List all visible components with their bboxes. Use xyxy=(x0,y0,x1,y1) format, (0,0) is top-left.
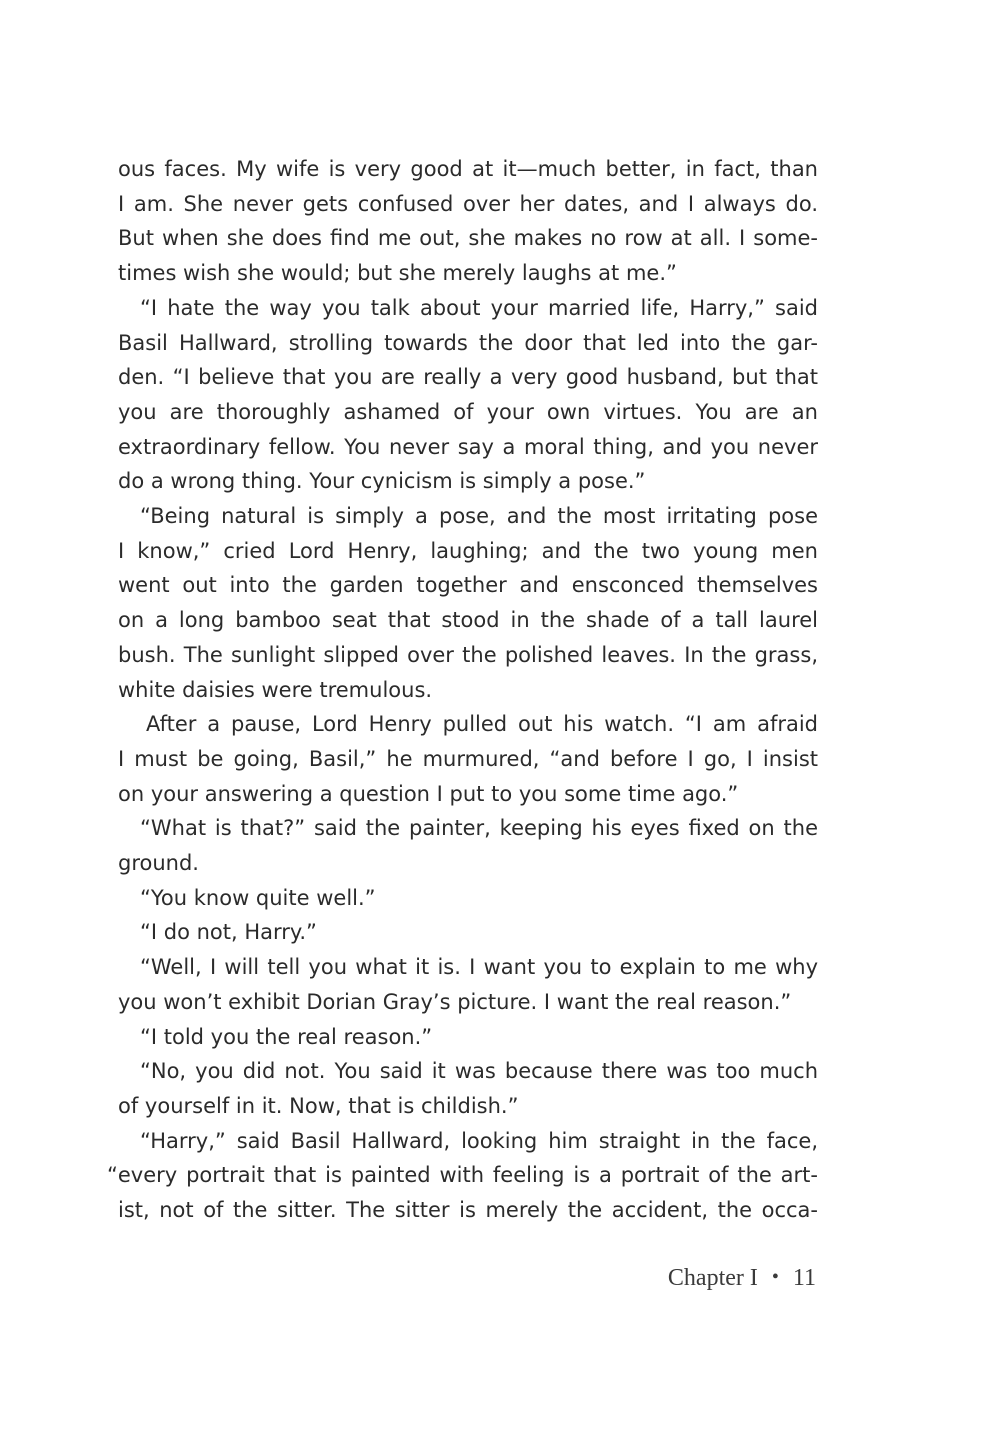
text-line: “I hate the way you talk about your married life, Harry,” said xyxy=(140,295,818,320)
text-line: Basil Hallward, strolling towards the door that led into the gar- xyxy=(118,330,818,355)
running-footer-chapter: Chapter I xyxy=(667,1265,758,1291)
text-line: ous faces. My wife is very good at it—much better, in fact, than xyxy=(118,157,818,181)
paragraph xyxy=(118,1054,818,1123)
text-line: “What is that?” said the painter, keeping his eyes fixed on the xyxy=(140,816,818,841)
text-line: went out into the garden together and ensconced themselves xyxy=(118,573,818,598)
text-line: you won’t exhibit Dorian Gray’s picture. I want the real reason.” xyxy=(118,989,792,1014)
text-line: “Well, I will tell you what it is. I want you to explain to me why xyxy=(140,955,818,980)
paragraph xyxy=(118,291,818,499)
text-line: ground. xyxy=(118,851,199,876)
body-text xyxy=(107,152,818,1228)
paragraph xyxy=(118,707,818,811)
paragraph xyxy=(118,152,818,291)
text-line: “Being natural is simply a pose, and the most irritating pose xyxy=(140,504,818,529)
text-line: white daisies were tremulous. xyxy=(118,677,433,702)
text-line: I am. She never gets confused over her dates, and I always do. xyxy=(118,191,818,216)
text-line: “I told you the real reason.” xyxy=(140,1024,433,1049)
text-line: “every portrait that is painted with feeling is a portrait of the art- xyxy=(107,1163,818,1188)
text-line: “Harry,” said Basil Hallward, looking him straight in the face, xyxy=(140,1128,818,1153)
paragraph xyxy=(118,950,818,1019)
paragraph xyxy=(118,1020,818,1055)
text-line: of yourself in it. Now, that is childish.” xyxy=(118,1093,519,1118)
text-line: on your answering a question I put to you some time ago.” xyxy=(118,781,739,806)
text-line: But when she does find me out, she makes no row at all. I some- xyxy=(118,226,818,251)
text-line: you are thoroughly ashamed of your own virtues. You are an xyxy=(118,399,818,424)
page-number: 11 xyxy=(792,1265,816,1291)
text-line: After a pause, Lord Henry pulled out his watch. “I am afraid xyxy=(146,712,818,737)
text-line: extraordinary fellow. You never say a moral thing, and you never xyxy=(118,434,818,459)
text-line: do a wrong thing. Your cynicism is simply a pose.” xyxy=(118,469,646,494)
text-line: on a long bamboo seat that stood in the shade of a tall laurel xyxy=(118,608,818,633)
bullet-separator: • xyxy=(771,1266,779,1288)
paragraph xyxy=(118,881,818,916)
text-line: den. “I believe that you are really a very good husband, but that xyxy=(118,365,818,390)
text-line: times wish she would; but she merely laughs at me.” xyxy=(118,261,677,286)
text-line: bush. The sunlight slipped over the polished leaves. In the grass, xyxy=(118,642,818,667)
text-line: “I do not, Harry.” xyxy=(140,920,317,945)
text-line: ist, not of the sitter. The sitter is merely the accident, the occa- xyxy=(118,1198,818,1223)
text-line: I must be going, Basil,” he murmured, “and before I go, I insist xyxy=(118,746,818,771)
text-line: “No, you did not. You said it was because there was too much xyxy=(140,1059,818,1084)
text-line: “You know quite well.” xyxy=(140,885,376,910)
page-footer xyxy=(0,1265,816,1292)
paragraph xyxy=(118,811,818,880)
paragraph xyxy=(118,915,818,950)
paragraph xyxy=(118,499,818,707)
paragraph xyxy=(107,1124,818,1228)
text-line: I know,” cried Lord Henry, laughing; and the two young men xyxy=(118,538,818,563)
